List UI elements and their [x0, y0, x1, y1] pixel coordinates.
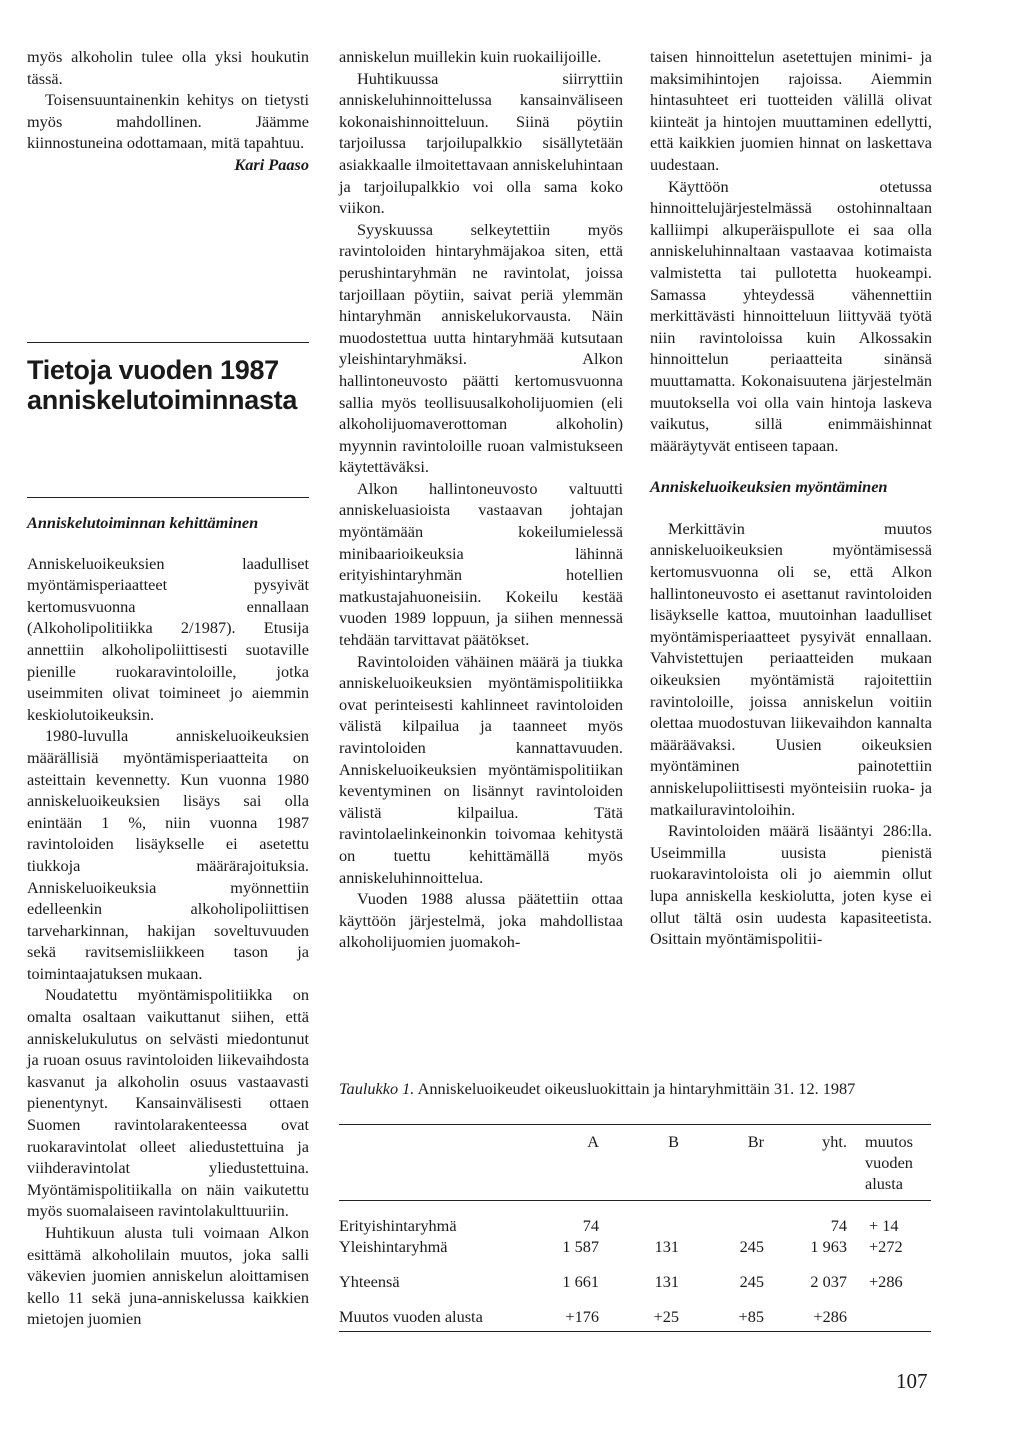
paragraph: Noudatettu myöntämispolitiikka on omalta osaltaan vaikuttanut siihen, että anniskelukulutus on selvästi miedontunut ja ruoan osuus ravintoloiden liikevaihdosta kasvanut ja alkoholin osuus vastaavasti pienentynyt. Kansainvälisesti ottaen Suomen ravintolarakenteessa ovat ruokaravintolat olleet aliedustettuina ja viihderavintolat yliedustettuina. Myöntämispolitiikalla on näin vaikutettu myös suomalaiseen ravintolakulttuuriin.: [27, 985, 309, 1221]
table-cell: 74: [582, 1216, 599, 1235]
table-cell: 1 963: [810, 1237, 847, 1256]
table-row: [339, 1306, 931, 1332]
paragraph: Toisensuuntainenkin kehitys on tietysti myös mahdollinen. Jäämme kiinnostuneina odottamaan, mitä tapahtuu.: [27, 90, 309, 153]
table-cell: Yleishintaryhmä: [339, 1237, 448, 1256]
paragraph: Syyskuussa selkeytettiin myös ravintoloiden hintaryhmäjakoa siten, että perushintaryhmän ne ravintolat, joissa tarjoillaan pöytiin, saivat periä ylemmän hintaryhmän anniskelukorvausta. Näin muodostettua uutta hintaryhmää kutsutaan yleishintaryhmäksi. Alkon hallintoneuvosto päätti kertomusvuonna sallia myös teollisuusalkoholijuomien (eli alkoholijuomaverottoman alkoholin) myynnin ravintoloille ruoan valmistukseen käytettäväksi.: [339, 219, 623, 477]
table-cell: +286: [869, 1272, 903, 1291]
table-cell: +85: [679, 1306, 764, 1332]
table-caption: [339, 1078, 931, 1099]
paragraph: Anniskeluoikeuksien laadulliset myöntämisperiaatteet pysyivät kertomusvuonna ennallaan (Alkoholipolitiikka 2/1987). Etusija annettiin alkoholipoliittisesti suotaville pienille ruokaravintoloille, jotka useimmiten olivat toimineet jo aiemmin keskiolutoikeuksin.: [27, 553, 309, 724]
column-1: [27, 46, 309, 176]
article-headline-block: [27, 342, 309, 415]
section-heading: Anniskelutoiminnan kehittäminen: [27, 513, 259, 532]
table-header-cell: Br: [679, 1125, 764, 1201]
table-cell: +25: [599, 1306, 679, 1332]
table-cell: Yhteensä: [339, 1272, 400, 1291]
table-row: [339, 1236, 931, 1257]
table-cell: 131: [654, 1272, 679, 1291]
paragraph: myös alkoholin tulee olla yksi houkutin tässä.: [27, 47, 309, 88]
author-signature: Kari Paaso: [234, 154, 309, 174]
table-header-cell: muutos vuoden alusta: [847, 1125, 931, 1201]
paragraph: 1980-luvulla anniskeluoikeuksien määrällisiä myöntämisperiaatteita on asteittain kevennetty. Kun vuonna 1980 anniskeluoikeuksien lisäys sai olla enintään 1 %, niin vuonna 1987 ravintoloiden lisäykselle ei asetettu tiukkoja määrärajoituksia. Anniskeluoikeuksia myönnettiin edelleenkin alkoholipoliittisen tarveharkinnan, hakijan soveltuvuuden sekä ravitsemisliikkeen tason ja toimintaajatuksen mukaan.: [27, 726, 309, 983]
data-table: [339, 1124, 931, 1332]
table-cell: 74: [830, 1216, 847, 1235]
table-cell: 245: [739, 1237, 764, 1256]
table-caption-label: Taulukko 1.: [339, 1079, 415, 1098]
table-cell: [679, 1215, 764, 1236]
paragraph: Vuoden 1988 alussa päätettiin ottaa käyttöön järjestelmä, joka mahdollistaa alkoholijuomien juomakoh-: [339, 889, 623, 952]
table-header-cell: [339, 1125, 529, 1201]
table-cell: 1 661: [562, 1272, 599, 1291]
paragraph: anniskelun muillekin kuin ruokailijoille.: [339, 47, 602, 66]
table-header-cell: B: [599, 1125, 679, 1201]
article-headline: Tietoja vuoden 1987 anniskelutoiminnasta: [27, 355, 298, 415]
table-cell: [847, 1306, 931, 1332]
paragraph: Käyttöön otetussa hinnoittelujärjestelmässä ostohinnaltaan kalliimpi alkuperäispullote ei saa olla anniskeluhinnaltaan vastaavaa kotimaista valmistetta tai pullotetta huokeampi. Samassa yhteydessä vähennettiin merkittävästi hinnoitteluun liittyvää työtä niin ravintoloissa kuin Alkossakin hinnoittelun periaatteita sinänsä muuttamatta. Kokonaisuutena järjestelmän muutoksella voi olla vain hintoja laskeva vaikutus, sillä enimmäishinnat määräytyvät entiseen tapaan.: [650, 176, 932, 455]
column-2: [339, 46, 623, 953]
table-row: [339, 1215, 931, 1236]
table-cell: +286: [764, 1306, 847, 1332]
table-cell: 1 587: [562, 1237, 599, 1256]
page-number: 107: [896, 1369, 928, 1393]
table-cell: + 14: [869, 1216, 899, 1235]
table-header-cell: yht.: [764, 1125, 847, 1201]
paragraph: Ravintoloiden vähäinen määrä ja tiukka anniskeluoikeuksien myöntämispolitiikka ovat perinteisesti kahlinneet ravintoloiden välistä kilpailua ja taanneet myös ravintoloiden kannattavuuden. Anniskeluoikeuksien myöntämispolitiikan keventyminen on lisännyt ravintoloiden välistä kilpailua. Tätä ravintolaelinkeinonkin toivomaa kehitystä on tuettu kehittämällä myös anniskeluhinnoittelua.: [339, 651, 623, 887]
paragraph: Huhtikuun alusta tuli voimaan Alkon esittämä alkoholilain muutos, joka salli väkevien juomien anniskelun aloittamisen kello 11 sekä juna-anniskelussa kaikkien mietojen juomien: [27, 1223, 309, 1329]
table-header-cell: A: [529, 1125, 599, 1201]
paragraph: Alkon hallintoneuvosto valtuutti anniskeluasioista vastaavan johtajan myöntämään kokeilumielessä minibaarioikeuksia lähinnä erityishintaryhmän hotellien matkustajahuoneisiin. Kokeilu kestää vuoden 1989 loppuun, ja siihen mennessä tehdään tarvittavat päätökset.: [339, 478, 623, 650]
table-cell: +272: [869, 1237, 903, 1256]
paragraph: Ravintoloiden määrä lisääntyi 286:lla. Useimmilla uusista pienistä ruokaravintoloista oli jo aiemmin ollut lupa anniskella keskiolutta, joten kyse ei ollut tältä osin uudesta kapasiteetista. Osittain myöntämispolitii-: [650, 821, 932, 949]
table-cell: 131: [654, 1237, 679, 1256]
table-cell: Erityishintaryhmä: [339, 1216, 457, 1235]
column-1-body: [27, 512, 309, 1330]
table-cell: [599, 1215, 679, 1236]
table-caption-text: Anniskeluoikeudet oikeusluokittain ja hintaryhmittäin 31. 12. 1987: [417, 1079, 856, 1098]
table-cell: 245: [739, 1272, 764, 1291]
table-cell: Muutos vuoden alusta: [339, 1306, 529, 1332]
table-row: [339, 1271, 931, 1292]
divider: [27, 497, 309, 498]
table-cell: +176: [529, 1306, 599, 1332]
section-heading: Anniskeluoikeuksien myöntäminen: [650, 477, 888, 497]
paragraph: taisen hinnoittelun asetettujen minimi- ja maksimihintojen rajoissa. Aiemmin hintasuhteet eri tuotteiden välillä olivat kiinteät ja hintojen muuttaminen edellytti, että kaikkien juomien hinnat on laskettava uudestaan.: [650, 47, 932, 174]
table-header-row: [339, 1125, 931, 1201]
table-cell: 2 037: [810, 1272, 847, 1291]
paragraph: Huhtikuussa siirryttiin anniskeluhinnoittelussa kansainväliseen kokonaishinnoitteluun. Siinä pöytiin tarjoilussa tarjoilupalkkio sisällytetään asiakkaalle ilmoitettavaan anniskeluhintaan ja tarjoilupalkkio voi olla sama koko viikon.: [339, 68, 623, 218]
column-3: [650, 46, 932, 950]
paragraph: Merkittävin muutos anniskeluoikeuksien myöntämisessä kertomusvuonna oli se, että Alkon hallintoneuvosto ei asettanut ravintoloiden lisäykselle kattoa, muutoinhan laadulliset myöntämisperiaatteet pysyivät ennallaan. Vahvistettujen periaatteiden mukaan oikeuksien myöntämistä rajoitettiin ravintoloille, joissa anniskelun voitiin olettaa muodostuvan liikevaihdon kannalta määräävaksi. Uusien oikeuksien myöntäminen painotettiin anniskelupoliittisesti myönteisiin ruoka- ja matkailuravintoloihin.: [650, 518, 932, 819]
